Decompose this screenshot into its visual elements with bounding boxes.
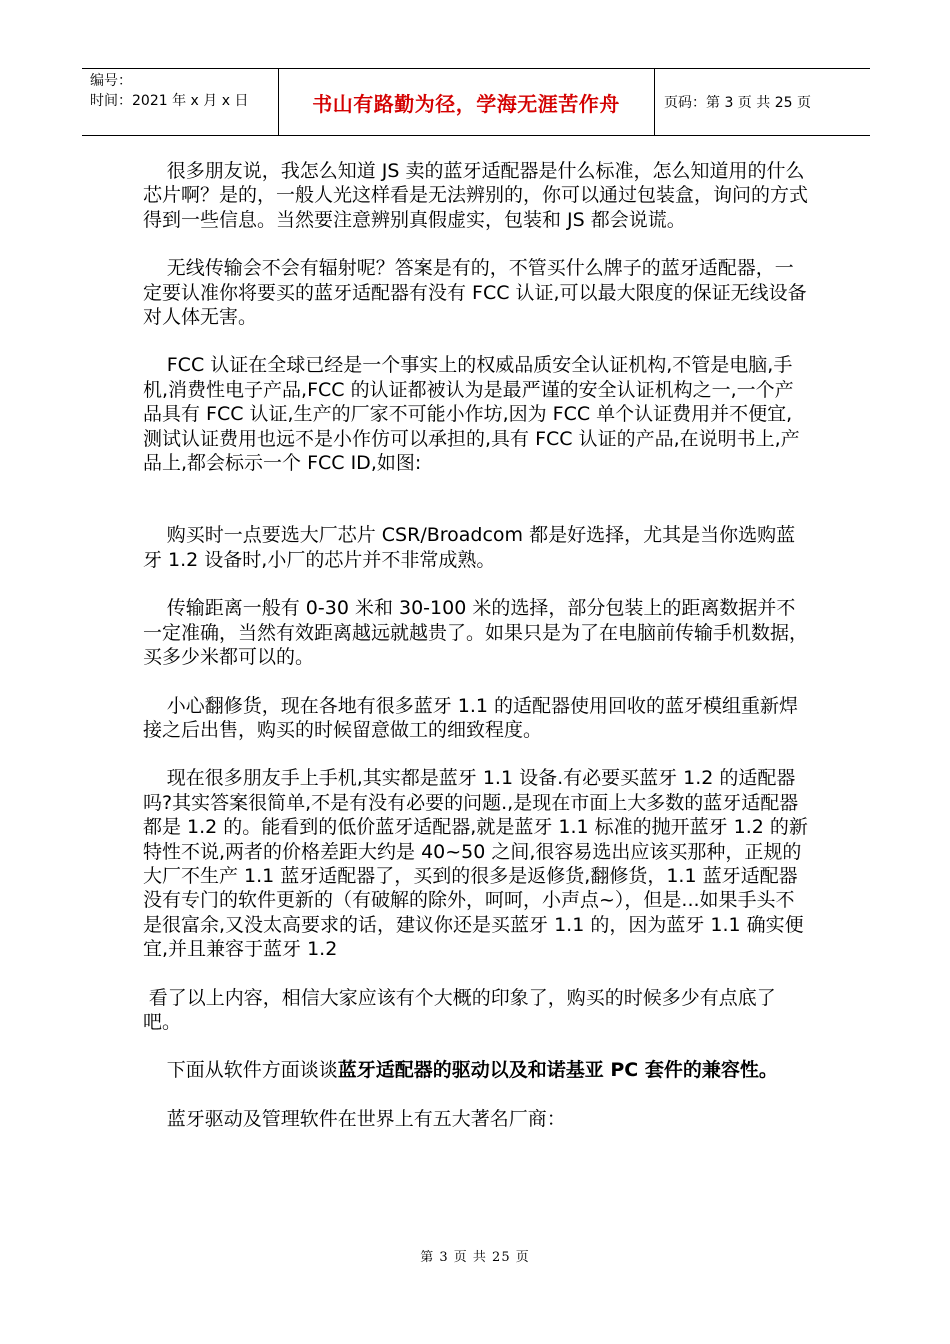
paragraph: 购买时一点要选大厂芯片 CSR/Broadcom 都是好选择，尤其是当你选购蓝牙 1.2 设备时,小厂的芯片并不非常成熟。	[143, 524, 796, 571]
paragraph: 看了以上内容，相信大家应该有个大概的印象了，购买的时候多少有点底了吧。	[143, 986, 776, 1033]
header-page-info: 页码：第 3 页 共 25 页	[664, 95, 811, 111]
header-motto-cell	[278, 69, 655, 135]
document-body	[143, 156, 808, 1131]
header-meta-cell	[82, 69, 279, 135]
paragraph: 无线传输会不会有辐射呢？答案是有的，不管买什么牌子的蓝牙适配器，一定要认准你将要买的蓝牙适配器有没有 FCC 认证,可以最大限度的保证无线设备对人体无害。	[143, 257, 807, 329]
page-header	[82, 68, 870, 136]
paragraph: 现在很多朋友手上手机,其实都是蓝牙 1.1 设备.有必要买蓝牙 1.2 的适配器吗?其实答案很简单,不是有没有必要的问题.,是现在市面上大多数的蓝牙适配器都是 1.2 的。能看到的低价蓝牙适配器,就是蓝牙 1.1 标准的抛开蓝牙 1.2 的新特性不说,两者的价格差距大约是 40~50 之间,很容易选出应该买那种，正规的大厂不生产 1.1 蓝牙适配器了，买到的很多是返修货,翻修货，1.1 蓝牙适配器没有专门的软件更新的（有破解的除外，呵呵，小声点~），但是...如果手头不是很富余,又没太高要求的话，建议你还是买蓝牙 1.1 的，因为蓝牙 1.1 确实便宜,并且兼容于蓝牙 1.2	[143, 767, 808, 961]
header-motto: 书山有路勤为径，学海无涯苦作舟	[312, 91, 620, 116]
document-number-label: 编号：	[90, 73, 132, 89]
document-date-label: 时间：2021 年 x 月 x 日	[90, 93, 249, 109]
header-page-cell	[654, 69, 870, 135]
paragraph: 小心翻修货，现在各地有很多蓝牙 1.1 的适配器使用回收的蓝牙模组重新焊接之后出售，购买的时候留意做工的细致程度。	[143, 694, 799, 741]
paragraph: 蓝牙驱动及管理软件在世界上有五大著名厂商：	[166, 1107, 566, 1130]
paragraph: 很多朋友说，我怎么知道 JS 卖的蓝牙适配器是什么标准，怎么知道用的什么芯片啊？是的，一般人光这样看是无法辨别的，你可以通过包装盒，询问的方式得到一些信息。当然要注意辨别真假虚实，包装和 JS 都会说谎。	[143, 160, 809, 231]
page-footer: 第 3 页 共 25 页	[420, 1250, 530, 1265]
paragraph-with-bold	[143, 1058, 808, 1082]
bold-phrase: 蓝牙适配器的驱动以及和诺基亚 PC 套件的兼容性。	[337, 1059, 778, 1082]
paragraph: 传输距离一般有 0-30 米和 30-100 米的选择，部分包装上的距离数据并不一定准确，当然有效距离越远就越贵了。如果只是为了在电脑前传输手机数据，买多少米都可以的。	[143, 597, 809, 669]
paragraph: FCC 认证在全球已经是一个事实上的权威品质安全认证机构,不管是电脑,手机,消费性电子产品,FCC 的认证都被认为是最严谨的安全认证机构之一,一个产品具有 FCC 认证,生产的厂家不可能小作坊,因为 FCC 单个认证费用并不便宜,测试认证费用也远不是小作仿可以承担的,具有 FCC 认证的产品,在说明书上,产品上,都会标示一个 FCC ID,如图:	[143, 354, 800, 475]
paragraph-lead-text: 下面从软件方面谈谈	[166, 1059, 338, 1082]
